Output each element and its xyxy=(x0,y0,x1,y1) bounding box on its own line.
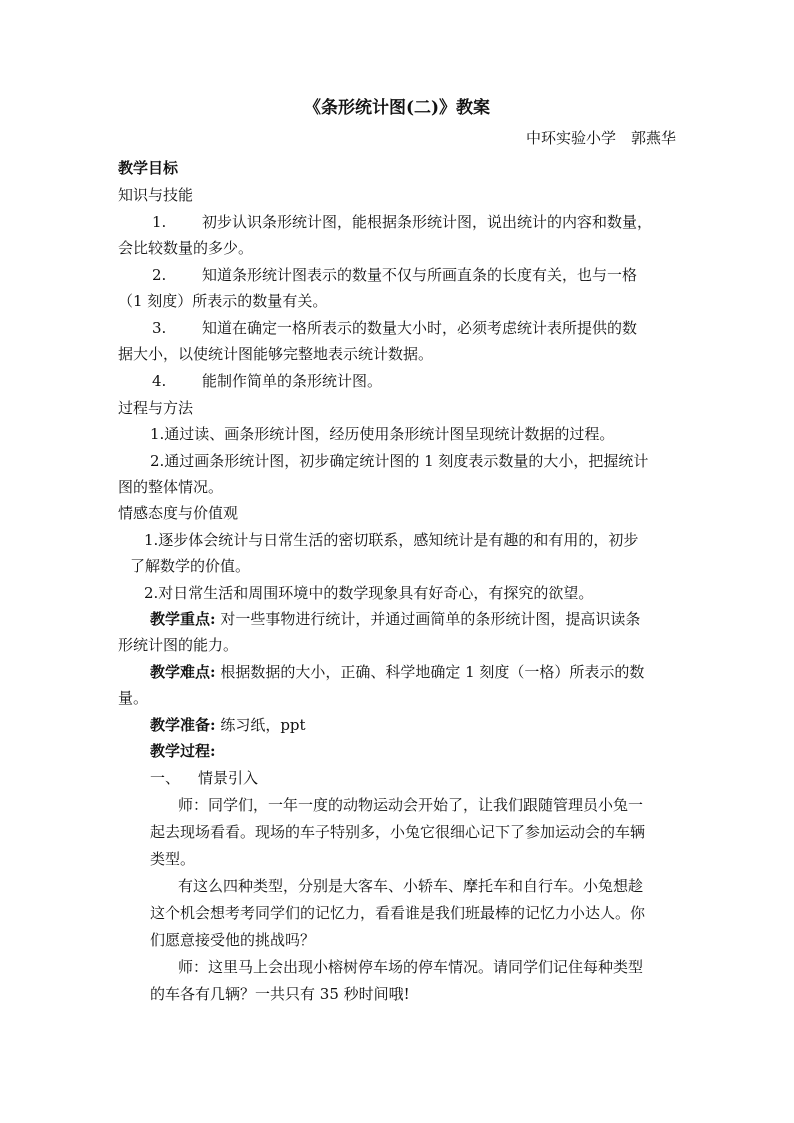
author-line: 中环实验小学 郭燕华 xyxy=(525,129,676,147)
process-item-2: 2.通过画条形统计图，初步确定统计图的 1 刻度表示数量的大小，把握统计 xyxy=(150,452,649,470)
skills-item-2-text: 知道条形统计图表示的数量不仅与所画直条的长度有关，也与一格 xyxy=(202,266,638,284)
skills-item-1-num: 1. xyxy=(152,213,167,231)
process-heading: 过程与方法 xyxy=(118,399,194,417)
skills-item-1-text: 初步认识条形统计图，能根据条形统计图，说出统计的内容和数量， xyxy=(202,213,653,231)
difficulty-cont: 量。 xyxy=(118,689,149,707)
process-item-2-cont: 图的整体情况。 xyxy=(118,478,224,496)
skills-item-3 xyxy=(152,318,637,338)
skills-item-1-cont: 会比较数量的多少。 xyxy=(118,239,254,257)
para-2-line-1: 有这么四种类型，分别是大客车、小轿车、摩托车和自行车。小兔想趁 xyxy=(178,877,644,895)
key-point-text: 对一些事物进行统计，并通过画简单的条形统计图，提高识读条 xyxy=(215,610,641,628)
skills-item-2 xyxy=(152,265,637,285)
key-point-label: 教学重点: xyxy=(150,610,216,628)
prep xyxy=(150,715,306,735)
para-1-line-3: 类型。 xyxy=(150,850,196,868)
skills-heading: 知识与技能 xyxy=(118,186,194,204)
skills-item-2-cont: （1 刻度）所表示的数量有关。 xyxy=(118,292,328,310)
section-1-heading xyxy=(150,768,258,788)
key-point xyxy=(150,609,640,629)
emotion-item-1: 1.逐步体会统计与日常生活的密切联系，感知统计是有趣的和有用的，初步 xyxy=(144,531,639,549)
skills-item-3-num: 3. xyxy=(152,319,167,337)
skills-item-3-text: 知道在确定一格所表示的数量大小时，必须考虑统计表所提供的数 xyxy=(202,319,638,337)
goal-heading: 教学目标 xyxy=(118,159,179,177)
prep-label: 教学准备: xyxy=(150,716,216,734)
para-3-line-1: 师：这里马上会出现小榕树停车场的停车情况。请同学们记住每种类型 xyxy=(178,958,644,976)
skills-item-4-text: 能制作简单的条形统计图。 xyxy=(202,372,383,390)
difficulty-label: 教学难点: xyxy=(150,663,216,681)
skills-item-3-cont: 据大小，以使统计图能够完整地表示统计数据。 xyxy=(118,345,434,363)
procedure-heading: 教学过程: xyxy=(150,742,216,760)
skills-item-4 xyxy=(152,371,382,391)
section-1-num: 一、 xyxy=(150,769,181,787)
para-2-line-2: 这个机会想考考同学们的记忆力，看看谁是我们班最棒的记忆力小达人。你 xyxy=(150,904,646,922)
skills-item-4-num: 4. xyxy=(152,372,167,390)
skills-item-1 xyxy=(152,212,652,232)
skills-item-2-num: 2. xyxy=(152,266,167,284)
emotion-item-2: 2.对日常生活和周围环境中的数学现象具有好奇心，有探究的欲望。 xyxy=(144,584,594,602)
difficulty-text: 根据数据的大小，正确、科学地确定 1 刻度（一格）所表示的数 xyxy=(215,663,645,681)
difficulty xyxy=(150,662,644,682)
page-title: 《条形统计图(二)》教案 xyxy=(303,98,491,118)
process-item-1: 1.通过读、画条形统计图，经历使用条形统计图呈现统计数据的过程。 xyxy=(150,425,615,443)
para-3-line-2: 的车各有几辆？一共只有 35 秒时间哦! xyxy=(150,985,410,1003)
emotion-item-1-cont: 了解数学的价值。 xyxy=(130,557,251,575)
para-1-line-2: 起去现场看看。现场的车子特别多，小兔它很细心记下了参加运动会的车辆 xyxy=(150,823,646,841)
para-2-line-3: 们愿意接受他的挑战吗？ xyxy=(150,931,316,949)
para-1-line-1: 师：同学们，一年一度的动物运动会开始了，让我们跟随管理员小兔一 xyxy=(178,796,644,814)
prep-text: 练习纸，ppt xyxy=(215,716,306,734)
key-point-cont: 形统计图的能力。 xyxy=(118,636,239,654)
section-1-title: 情景引入 xyxy=(198,769,259,787)
emotion-heading: 情感态度与价值观 xyxy=(118,504,239,522)
